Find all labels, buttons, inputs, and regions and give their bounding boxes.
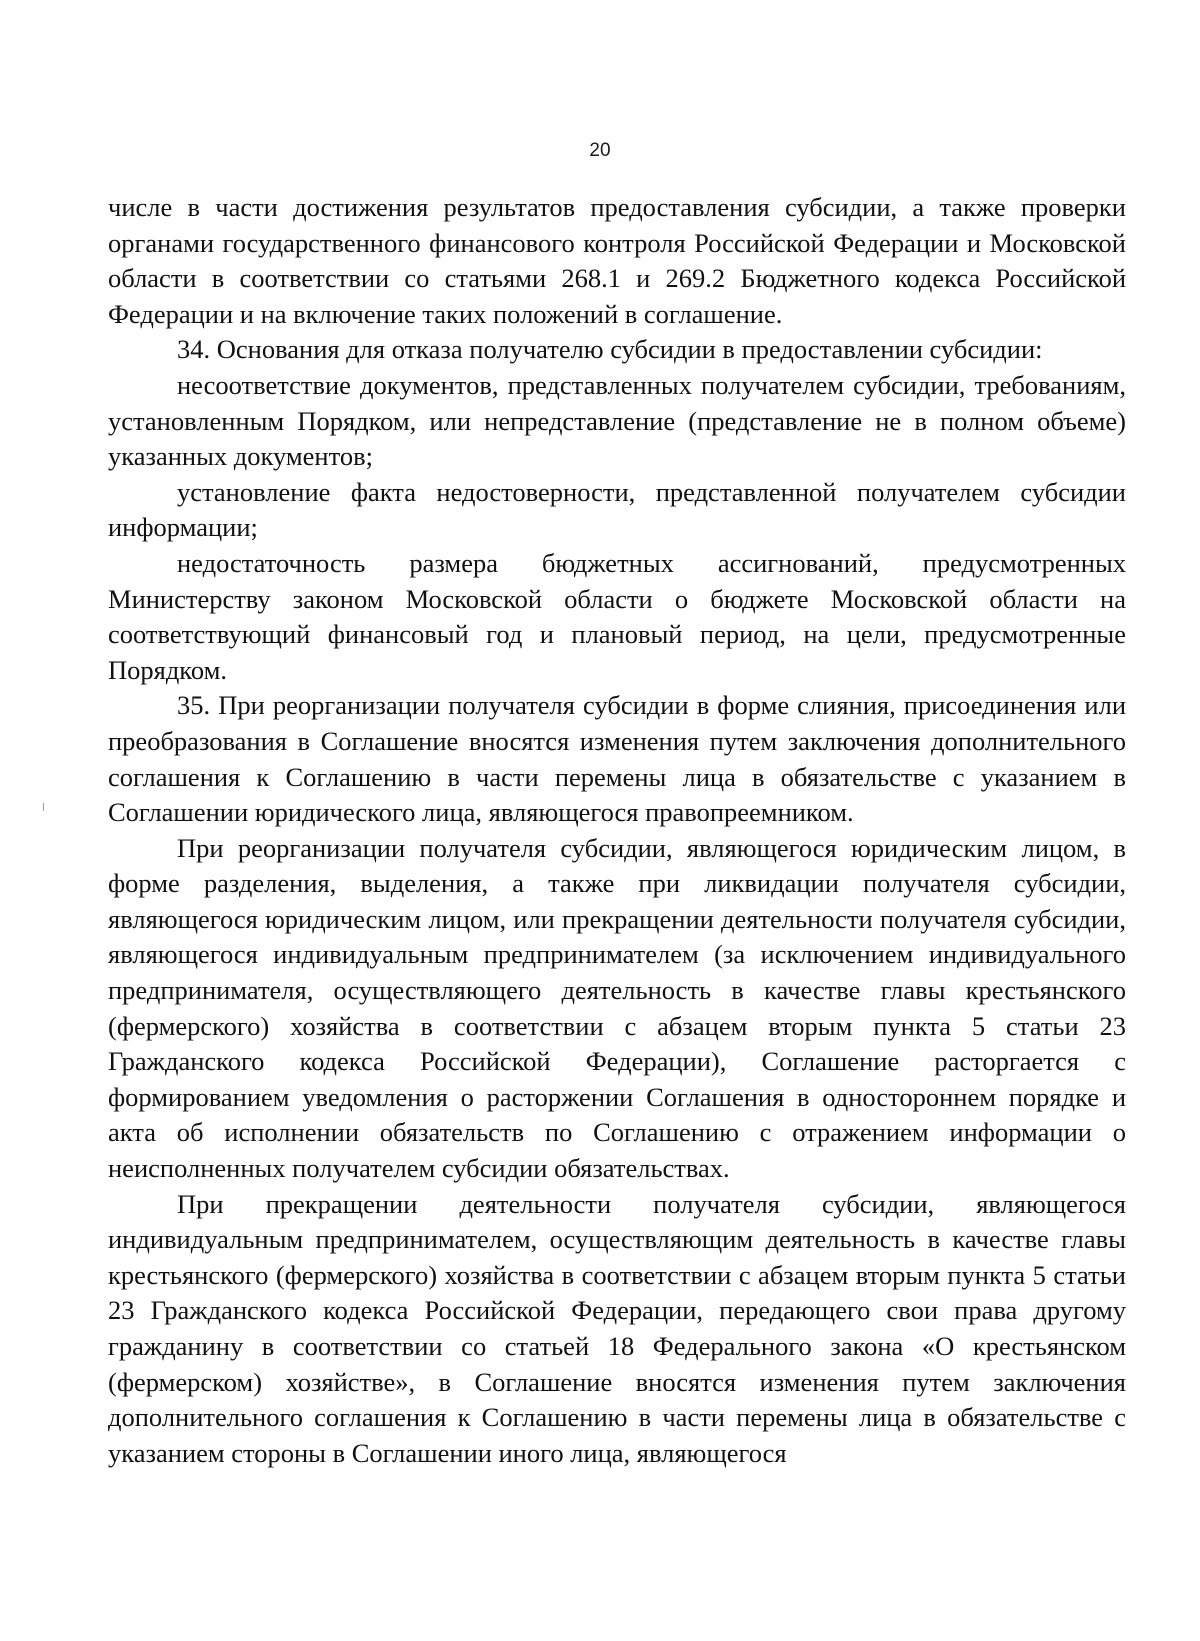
- paragraph-refusal-reason-1: несоответствие документов, представленных получателем субсидии, требованиям, установленным Порядком, или непредставление (представление не в полном объеме) указанных документов;: [108, 369, 1126, 472]
- paragraph-reorganization: При реорганизации получателя субсидии, являющегося юридическим лицом, в форме разделения, выделения, а также при ликвидации получателя субсидии, являющегося юридическим лицом, или прекращении деятельности получателя субсидии, являющегося индивидуальным предпринимателем (за исключением индивидуального предпринимателя, осуществляющего деятельность в качестве главы крестьянского (фермерского) хозяйства в соответствии с абзацем вторым пункта 5 статьи 23 Гражданского кодекса Российской Федерации), Соглашение расторгается с формированием уведомления о расторжении Соглашения в одностороннем порядке и акта об исполнении обязательств по Соглашению с отражением информации о неисполненных получателем субсидии обязательствах.: [108, 832, 1126, 1184]
- paragraph-refusal-reason-2: установление факта недостоверности, представленной получателем субсидии информации;: [108, 476, 1126, 543]
- paragraph-item-35: 35. При реорганизации получателя субсидии в форме слияния, присоединения или преобразования в Соглашение вносятся изменения путем заключения дополнительного соглашения к Соглашению в части перемены лица в обязательстве с указанием в Соглашении юридического лица, являющегося правопреемником.: [108, 690, 1126, 828]
- paragraph-termination: При прекращении деятельности получателя субсидии, являющегося индивидуальным предпринимателем, осуществляющим деятельность в качестве главы крестьянского (фермерского) хозяйства в соответствии с абзацем вторым пункта 5 статьи 23 Гражданского кодекса Российской Федерации, передающего свои права другому гражданину в соответствии со статьей 18 Федерального закона «О крестьянском (фермерском) хозяйстве», в Соглашение вносятся изменения путем заключения дополнительного соглашения к Соглашению в части перемены лица в обязательстве с указанием стороны в Соглашении иного лица, являющегося: [108, 1188, 1126, 1468]
- paragraph-continuation: числе в части достижения результатов предоставления субсидии, а также проверки органами государственного финансового контроля Российской Федерации и Московской области в соответствии со статьями 268.1 и 269.2 Бюджетного кодекса Российской Федерации и на включение таких положений в соглашение.: [108, 192, 1126, 329]
- paragraph-refusal-reason-3: недостаточность размера бюджетных ассигнований, предусмотренных Министерству законом Московской области о бюджете Московской области на соответствующий финансовый год и плановый период, на цели, предусмотренные Порядком.: [108, 547, 1126, 685]
- paragraph-item-34: 34. Основания для отказа получателю субсидии в предоставлении субсидии:: [177, 334, 1043, 365]
- margin-mark: [43, 803, 44, 811]
- page-number: 20: [589, 140, 611, 161]
- document-body: [108, 190, 1126, 1471]
